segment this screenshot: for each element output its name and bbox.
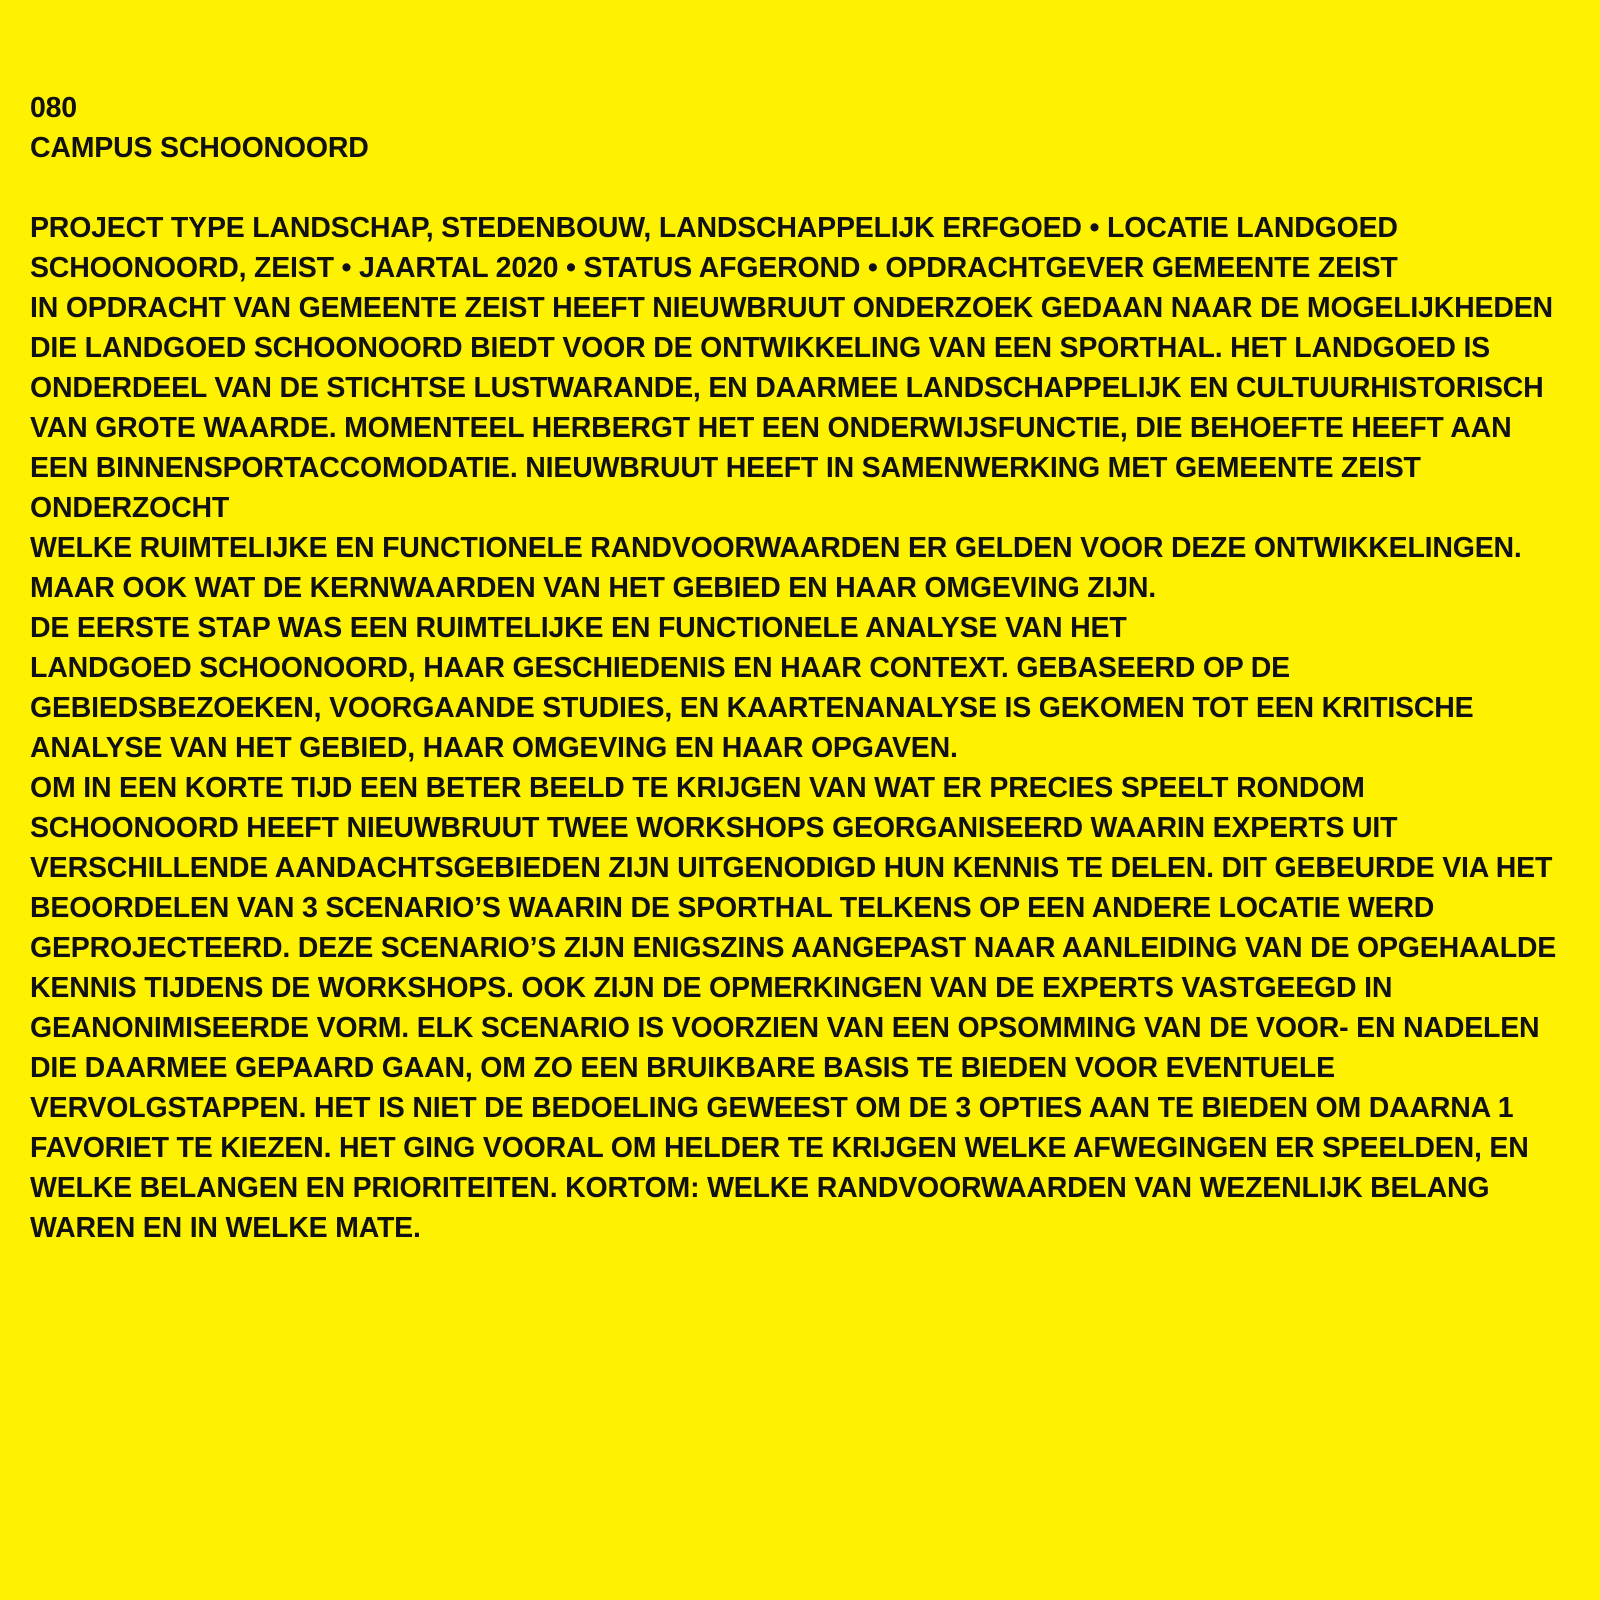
project-meta: PROJECT TYPE LANDSCHAP, STEDENBOUW, LANDSCHAPPELIJK ERFGOED • LOCATIE LANDGOED SCHOONOORD, ZEIST • JAARTAL 2020 • STATUS AFGEROND • OPDRACHTGEVER GEMEENTE ZEIST: [30, 212, 1398, 284]
project-header: [30, 88, 1570, 168]
body-paragraph-2: DE EERSTE STAP WAS EEN RUIMTELIJKE EN FUNCTIONELE ANALYSE VAN HET LANDGOED SCHOONOORD, HAAR GESCHIEDENIS EN HAAR CONTEXT. GEBASEERD OP DE GEBIEDSBEZOEKEN, VOORGAANDE STUDIES, EN KAARTENANALYSE IS GEKOMEN TOT EEN KRITISCHE ANALYSE VAN HET GEBIED, HAAR OMGEVING EN HAAR OPGAVEN.: [30, 612, 1474, 764]
project-number: 080: [30, 92, 77, 124]
body-paragraph-1: IN OPDRACHT VAN GEMEENTE ZEIST HEEFT NIEUWBRUUT ONDERZOEK GEDAAN NAAR DE MOGELIJKHEDEN DIE LANDGOED SCHOONOORD BIEDT VOOR DE ONTWIKKELING VAN EEN SPORTHAL. HET LANDGOED IS ONDERDEEL VAN DE STICHTSE LUSTWARANDE, EN DAARMEE LANDSCHAPPELIJK EN CULTUURHISTORISCH VAN GROTE WAARDE. MOMENTEEL HERBERGT HET EEN ONDERWIJSFUNCTIE, DIE BEHOEFTE HEEFT AAN EEN BINNENSPORTACCOMODATIE. NIEUWBRUUT HEEFT IN SAMENWERKING MET GEMEENTE ZEIST ONDERZOCHT WELKE RUIMTELIJKE EN FUNCTIONELE RANDVOORWAARDEN ER GELDEN VOOR DEZE ONTWIKKELINGEN. MAAR OOK WAT DE KERNWAARDEN VAN HET GEBIED EN HAAR OMGEVING ZIJN.: [30, 292, 1553, 604]
project-title: CAMPUS SCHOONOORD: [30, 132, 369, 164]
body-paragraph-3: OM IN EEN KORTE TIJD EEN BETER BEELD TE KRIJGEN VAN WAT ER PRECIES SPEELT RONDOM SCHOONOORD HEEFT NIEUWBRUUT TWEE WORKSHOPS GEORGANISEERD WAARIN EXPERTS UIT VERSCHILLENDE AANDACHTSGEBIEDEN ZIJN UITGENODIGD HUN KENNIS TE DELEN. DIT GEBEURDE VIA HET BEOORDELEN VAN 3 SCENARIO’S WAARIN DE SPORTHAL TELKENS OP EEN ANDERE LOCATIE WERD GEPROJECTEERD. DEZE SCENARIO’S ZIJN ENIGSZINS AANGEPAST NAAR AANLEIDING VAN DE OPGEHAALDE KENNIS TIJDENS DE WORKSHOPS. OOK ZIJN DE OPMERKINGEN VAN DE EXPERTS VASTGEEGD IN GEANONIMISEERDE VORM. ELK SCENARIO IS VOORZIEN VAN EEN OPSOMMING VAN DE VOOR- EN NADELEN DIE DAARMEE GEPAARD GAAN, OM ZO EEN BRUIKBARE BASIS TE BIEDEN VOOR EVENTUELE VERVOLGSTAPPEN. HET IS NIET DE BEDOELING GEWEEST OM DE 3 OPTIES AAN TE BIEDEN OM DAARNA 1 FAVORIET TE KIEZEN. HET GING VOORAL OM HELDER TE KRIJGEN WELKE AFWEGINGEN ER SPEELDEN, EN WELKE BELANGEN EN PRIORITEITEN. KORTOM: WELKE RANDVOORWAARDEN VAN WEZENLIJK BELANG WAREN EN IN WELKE MATE.: [30, 772, 1557, 1244]
